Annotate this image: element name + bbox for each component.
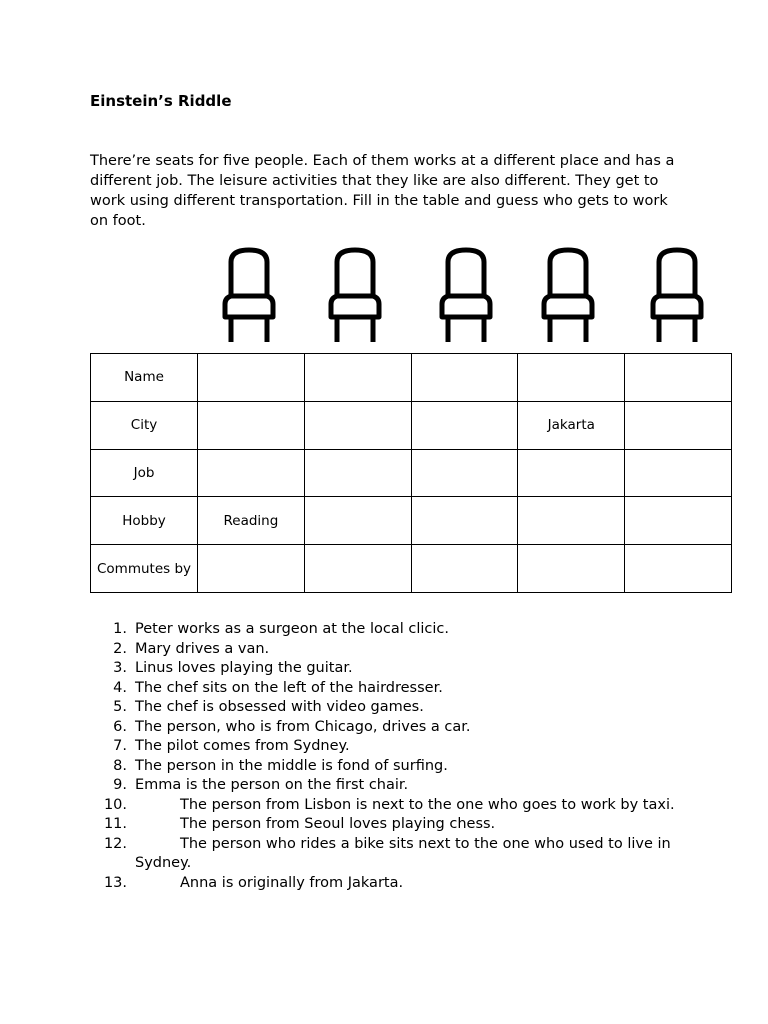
page-title: Einstein’s Riddle: [90, 92, 232, 110]
table-row-commute: [91, 545, 732, 593]
table-cell[interactable]: [518, 449, 625, 497]
clue-number: 1.: [113, 621, 127, 637]
table-cell[interactable]: [411, 354, 518, 402]
table-cell[interactable]: [198, 545, 305, 593]
chair-icon: [327, 244, 383, 344]
table-cell[interactable]: [625, 354, 732, 402]
clue-number: 6.: [113, 718, 127, 735]
clue-number: 5.: [113, 699, 127, 715]
table-cell[interactable]: [625, 497, 732, 545]
clue-text: Peter works as a surgeon at the local clicic.: [135, 621, 449, 637]
clue-text: Linus loves playing the guitar.: [135, 660, 353, 676]
table-cell[interactable]: [198, 354, 305, 402]
row-label: Job: [91, 449, 198, 497]
table-cell[interactable]: [198, 401, 305, 449]
chair-icon: [649, 244, 705, 344]
clue-number: 11.: [103, 816, 127, 832]
row-label: Commutes by: [91, 545, 198, 593]
clue-number: 4.: [113, 679, 127, 696]
table-cell[interactable]: [304, 401, 411, 449]
clue-text: Anna is originally from Jakarta.: [180, 874, 404, 891]
table-cell[interactable]: [518, 545, 625, 593]
clue-text: The chef sits on the left of the hairdresser.: [135, 679, 443, 696]
table-row-hobby: [91, 497, 732, 545]
table-cell[interactable]: [518, 497, 625, 545]
table-cell[interactable]: Jakarta: [518, 401, 625, 449]
clue-number: 2.: [113, 640, 127, 657]
table-row-name: [91, 354, 732, 402]
table-cell[interactable]: [625, 449, 732, 497]
chair-icon: [438, 244, 494, 344]
clue-number: 10.: [103, 796, 127, 813]
table-cell[interactable]: [625, 401, 732, 449]
clue-item: [90, 757, 690, 777]
table-cell[interactable]: [625, 545, 732, 593]
table-cell[interactable]: [304, 449, 411, 497]
row-label: Hobby: [91, 497, 198, 545]
chair-icon: [540, 244, 596, 344]
clue-item: [90, 737, 690, 757]
table-cell[interactable]: [304, 497, 411, 545]
table-cell[interactable]: [411, 497, 518, 545]
chair-icon: [221, 244, 277, 344]
row-label: City: [91, 401, 198, 449]
clue-number: 8.: [113, 757, 127, 774]
clue-item: [90, 835, 690, 874]
table-row-job: [91, 449, 732, 497]
clue-number: 13.: [103, 874, 127, 891]
table-cell[interactable]: [304, 354, 411, 402]
clue-item: [90, 659, 690, 679]
clue-text: Mary drives a van.: [135, 640, 270, 657]
table-row-city: [91, 401, 732, 449]
table-cell[interactable]: [518, 354, 625, 402]
table-cell[interactable]: [411, 401, 518, 449]
clue-number: 3.: [113, 660, 127, 676]
clue-text: The person who rides a bike sits next to the one who used to live in Sydney.: [135, 835, 671, 871]
clue-item: [90, 640, 690, 660]
clue-list: [90, 620, 690, 893]
riddle-table: [90, 353, 732, 593]
row-label: Name: [91, 354, 198, 402]
table-cell[interactable]: [411, 449, 518, 497]
clue-text: The person from Seoul loves playing chess.: [180, 816, 496, 832]
intro-paragraph: There’re seats for five people. Each of them works at a different place and has a different job. The leisure activities that they like are also different. They get to work using different transportation. Fill in the table and guess who gets to work on foot.: [90, 153, 675, 229]
clue-item: [90, 874, 690, 894]
table-cell[interactable]: Reading: [198, 497, 305, 545]
table-cell[interactable]: [304, 545, 411, 593]
clue-item: [90, 796, 690, 816]
clue-text: The pilot comes from Sydney.: [135, 738, 350, 754]
clue-item: [90, 620, 690, 640]
clue-item: [90, 776, 690, 796]
clue-text: The person in the middle is fond of surfing.: [135, 757, 448, 774]
table-cell[interactable]: [411, 545, 518, 593]
table-cell[interactable]: [198, 449, 305, 497]
clue-number: 12.: [103, 835, 127, 852]
clue-text: The person from Lisbon is next to the one who goes to work by taxi.: [180, 796, 675, 813]
clue-item: [90, 679, 690, 699]
clue-item: [90, 718, 690, 738]
clue-item: [90, 815, 690, 835]
clue-number: 7.: [113, 738, 127, 754]
clue-item: [90, 698, 690, 718]
clue-text: The person, who is from Chicago, drives a car.: [135, 718, 471, 735]
clue-number: 9.: [113, 777, 127, 793]
clue-text: The chef is obsessed with video games.: [135, 699, 424, 715]
clue-text: Emma is the person on the first chair.: [135, 777, 409, 793]
chair-row: [0, 244, 768, 344]
